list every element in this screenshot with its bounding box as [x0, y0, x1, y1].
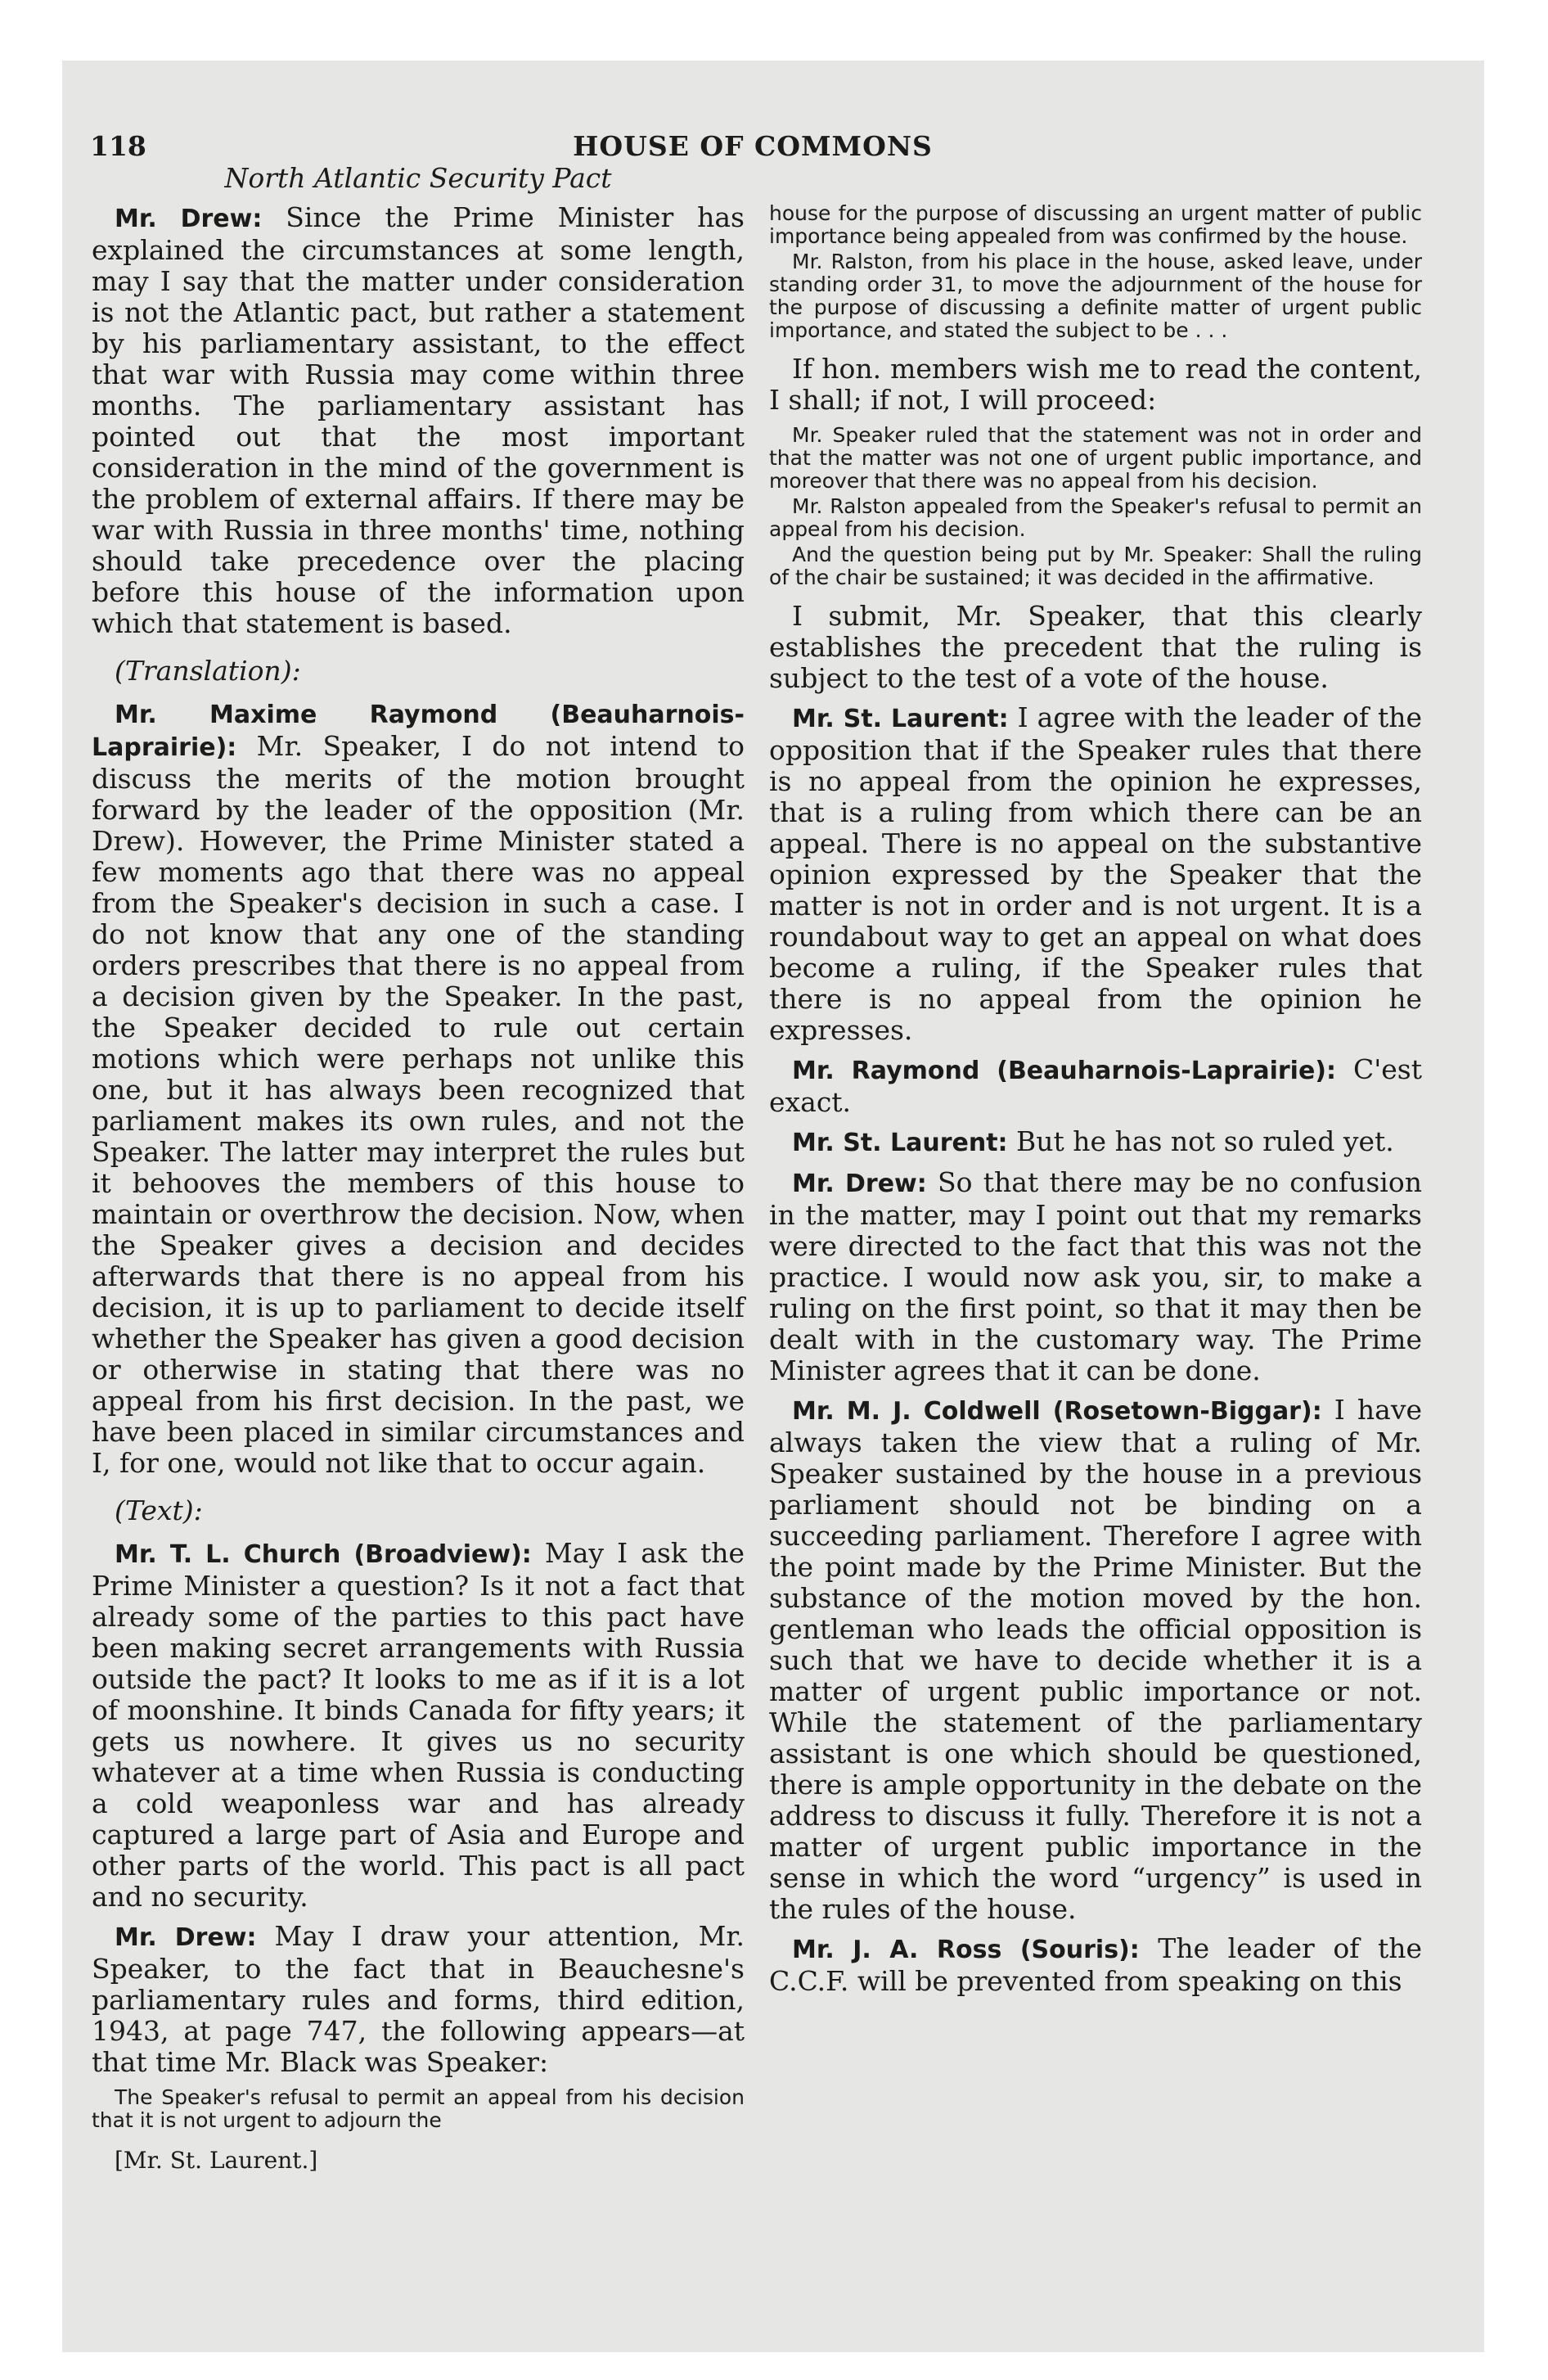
- speaker-name: Mr. St. Laurent:: [792, 705, 1009, 733]
- translation-marker: (Translation):: [115, 655, 301, 687]
- page-number: 118: [90, 130, 146, 162]
- paragraph-coldwell: [769, 1395, 1422, 1925]
- quote-paragraph: Mr. Ralston, from his place in the house, asked leave, under standing order 31, to move the adjournment of the house for the purpose of discussing a definite matter of urgent public importance, and stated the subject to be . . .: [769, 250, 1422, 342]
- speech-text: May I ask the Prime Minister a question? Is it not a fact that already some of the parties to this pact have been making secret arrangements with Russia outside the pact? It looks to me as if it is a lot of moonshine. It binds Canada for fifty years; it gets us nowhere. It gives us no security whatever at a time when Russia is conducting a cold weaponless war and has already captured a large part of Asia and Europe and other parts of the world. This pact is all pact and no security.: [92, 1537, 745, 1913]
- speech-text: So that there may be no confusion in the matter, may I point out that my remarks were directed to the fact that this was not the practice. I would now ask you, sir, to make a ruling on the first point, so that it may then be dealt with in the customary way. The Prime Minister agrees that it can be done.: [769, 1166, 1422, 1386]
- speech-text: The leader of the C.C.F. will be prevented from speaking on this: [769, 1932, 1422, 1997]
- quote-paragraph: Mr. Ralston appealed from the Speaker's refusal to permit an appeal from his decision.: [769, 494, 1422, 541]
- document-page: [90, 127, 1423, 2320]
- speaker-name: Mr. St. Laurent:: [792, 1129, 1008, 1157]
- left-column: [92, 163, 745, 2176]
- quote-paragraph: house for the purpose of discussing an urgent matter of public importance being appealed from was confirmed by the house.: [769, 201, 1422, 248]
- text-marker: (Text):: [115, 1494, 203, 1526]
- paragraph-drew-3: [769, 1167, 1422, 1386]
- speaker-name: Mr. M. J. Coldwell (Rosetown-Biggar):: [792, 1397, 1322, 1426]
- paragraph-st-laurent-2: [769, 1126, 1422, 1159]
- quote-paragraph: And the question being put by Mr. Speaker: Shall the ruling of the chair be sustained; it was decided in the affirmative.: [769, 543, 1422, 589]
- block-quote-continued: [769, 202, 1422, 342]
- paragraph-st-laurent-1: [769, 702, 1422, 1046]
- paragraph-raymond: [92, 698, 745, 1479]
- speech-text: May I draw your attention, Mr. Speaker, to the fact that in Beauchesne's parliamentary rules and forms, third edition, 1943, at page 747, the following appears—at that time Mr. Black was Speaker:: [92, 1920, 745, 2078]
- paragraph-raymond-2: [769, 1054, 1422, 1118]
- paragraph-church: [92, 1538, 745, 1913]
- speech-text: Mr. Speaker, I do not intend to discuss the merits of the motion brought forward by the leader of the opposition (Mr. Drew). However, the Prime Minister stated a few moments ago that there was no appeal from the Speaker's decision in such a case. I do not know that any one of the standing orders prescribes that there is no appeal from a decision given by the Speaker. In the past, the Speaker decided to rule out certain motions which were perhaps not unlike this one, but it has always been recognized that parliament makes its own rules, and not the Speaker. The latter may interpret the rules but it behooves the members of this house to maintain or overthrow the decision. Now, when the Speaker gives a decision and decides afterwards that there is no appeal from his decision, it is up to parliament to decide itself whether the Speaker has given a good decision or otherwise in stating that there was no appeal from his first decision. In the past, we have been placed in similar circumstances and I, for one, would not like that to occur again.: [92, 730, 745, 1479]
- speaker-name: Mr. Drew:: [115, 205, 263, 233]
- paragraph-drew-1: [92, 202, 745, 639]
- speech-text: Since the Prime Minister has explained the circumstances at some length, may I say that the matter under consideration is not the Atlantic pact, but rather a statement by his parliamentary assistant, to the effect that war with Russia may come within three months. The parliamentary assistant has pointed out that the most important consideration in the mind of the government is the problem of external affairs. If there may be war with Russia in three months' time, nothing should take precedence over the placing before this house of the information upon which that statement is based.: [92, 201, 745, 639]
- block-quote-2: [769, 424, 1422, 589]
- speaker-name: Mr. Maxime Raymond (Beauharnois-Laprairie):: [92, 701, 745, 762]
- speech-text: C'est exact.: [769, 1053, 1423, 1118]
- speaker-name: Mr. Drew:: [792, 1170, 927, 1198]
- running-head: HOUSE OF COMMONS: [573, 130, 933, 162]
- quote-paragraph: Mr. Speaker ruled that the statement was not in order and that the matter was not one of urgent public importance, and moreover that there was no appeal from his decision.: [769, 423, 1422, 493]
- speaker-name: Mr. Drew:: [115, 1923, 257, 1952]
- speaker-name: Mr. J. A. Ross (Souris):: [792, 1936, 1140, 1964]
- quote-paragraph: The Speaker's refusal to permit an appeal from his decision that it is not urgent to adjourn the: [92, 2085, 745, 2132]
- speaker-name: Mr. Raymond (Beauharnois-Laprairie):: [792, 1057, 1337, 1085]
- speech-text: But he has not so ruled yet.: [1007, 1125, 1394, 1157]
- block-quote: [92, 2086, 745, 2132]
- speech-text: I agree with the leader of the opposition that if the Speaker rules that there is no appeal from the opinion he expresses, that is a ruling from which there can be an appeal. There is no appeal on the substantive opinion expressed by the Speaker that the matter is not in order and is not urgent. It is a roundabout way to get an appeal on what does become a ruling, if the Speaker rules that there is no appeal from the opinion he expresses.: [769, 701, 1422, 1046]
- page-footer-reference: [Mr. St. Laurent.]: [115, 2147, 318, 2174]
- paragraph-drew-submit: I submit, Mr. Speaker, that this clearly establishes the precedent that the ruling is subject to the test of a vote of the house.: [769, 600, 1422, 694]
- paragraph-drew-2: [92, 1921, 745, 2078]
- right-column: [769, 202, 1422, 2005]
- paragraph-ross: [769, 1933, 1422, 1997]
- speech-text: I have always taken the view that a ruling of Mr. Speaker sustained by the house in a previous parliament should not be binding on a succeeding parliament. Therefore I agree with the point made by the Prime Minister. But the substance of the motion moved by the hon. gentleman who leads the official opposition is such that we have to decide whether it is a matter of urgent public importance or not. While the statement of the parliamentary assistant is one which should be questioned, there is ample opportunity in the debate on the address to discuss it fully. Therefore it is not a matter of urgent public importance in the sense in which the word “urgency” is used in the rules of the house.: [769, 1394, 1422, 1925]
- speaker-name: Mr. T. L. Church (Broadview):: [115, 1540, 532, 1569]
- paragraph-drew-continued: If hon. members wish me to read the content, I shall; if not, I will proceed:: [769, 353, 1422, 416]
- subject-heading: North Atlantic Security Pact: [224, 162, 612, 194]
